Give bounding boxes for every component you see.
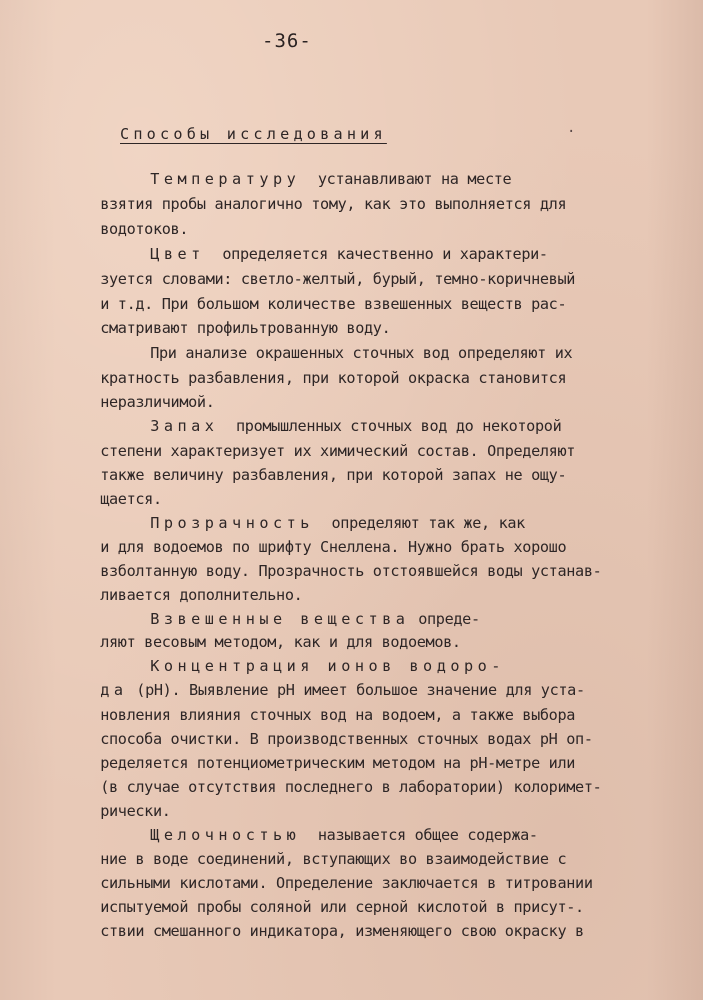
line-text: определяют так же, как: [313, 514, 525, 533]
line-text: и т.д. При большом количестве взвешенных веществ рас-: [100, 295, 567, 314]
line-text: взболтанную воду. Прозрачность отстоявшейся воды устанав-: [100, 562, 602, 581]
section-heading: Способы исследования: [120, 125, 387, 143]
line-text: также величину разбавления, при которой запах не ощу-: [100, 466, 567, 485]
line-text: рически.: [100, 802, 171, 821]
line-text: (в случае отсутствия последнего в лаборатории) колоримет-: [100, 778, 602, 797]
line-text: новления влияния сточных вод на водоем, а также выбора: [100, 706, 576, 725]
line-text: сматривают профильтрованную воду.: [100, 319, 391, 338]
spaced-term: Запах: [150, 417, 219, 436]
spaced-term: да: [100, 681, 128, 700]
line-text: ляют весовым методом, как и для водоемов.: [100, 633, 461, 652]
spaced-term: Температуру: [150, 170, 301, 189]
line-text: и для водоемов по шрифту Снеллена. Нужно брать хорошо: [100, 538, 567, 557]
line-text: зуется словами: светло-желтый, бурый, темно-коричневый: [100, 270, 576, 289]
line-text: определяется качественно и характери-: [204, 245, 548, 264]
line-text: степени характеризует их химический состав. Определяют: [100, 442, 576, 461]
line-text: опреде-: [409, 610, 480, 629]
spaced-term: Концентрация ионов водоро-: [150, 657, 505, 676]
line-text: При анализе окрашенных сточных вод определяют их: [150, 344, 573, 363]
line-text: промышленных сточных вод до некоторой: [218, 417, 562, 436]
line-text: сильными кислотами. Определение заключается в титровании: [100, 874, 593, 893]
line-text: устанавливают на месте: [300, 170, 512, 189]
spaced-term: Взвешенные вещества: [150, 610, 410, 629]
spaced-term: Прозрачность: [150, 514, 314, 533]
line-text: называется общее содержа-: [300, 826, 538, 845]
line-text: взятия пробы аналогично тому, как это выполняется для: [100, 195, 567, 214]
line-text: кратность разбавления, при которой окраска становится: [100, 369, 567, 388]
line-text: испытуемой пробы соляной или серной кислотой в присут-.: [100, 898, 584, 917]
line-text: способа очистки. В производственных сточных водах pH оп-: [100, 730, 593, 749]
stray-mark: ·: [567, 124, 576, 140]
spaced-term: Щелочностью: [150, 826, 301, 845]
text-line: [65, 909, 584, 955]
line-text: щается.: [100, 490, 162, 509]
line-text: ние в воде соединений, вступающих во взаимодействие с: [100, 850, 567, 869]
line-text: ределяется потенциометрическим методом на pH-метре или: [100, 754, 576, 773]
line-text: ливается дополнительно.: [100, 586, 303, 605]
line-text: водотоков.: [100, 220, 189, 239]
line-text: (pH). Выявление pH имеет большое значение для уста-: [127, 681, 585, 700]
line-text: ствии смешанного индикатора, изменяющего свою окраску в: [100, 922, 584, 941]
page-number: -36-: [262, 30, 312, 52]
spaced-term: Цвет: [150, 245, 205, 264]
line-text: неразличимой.: [100, 393, 215, 412]
